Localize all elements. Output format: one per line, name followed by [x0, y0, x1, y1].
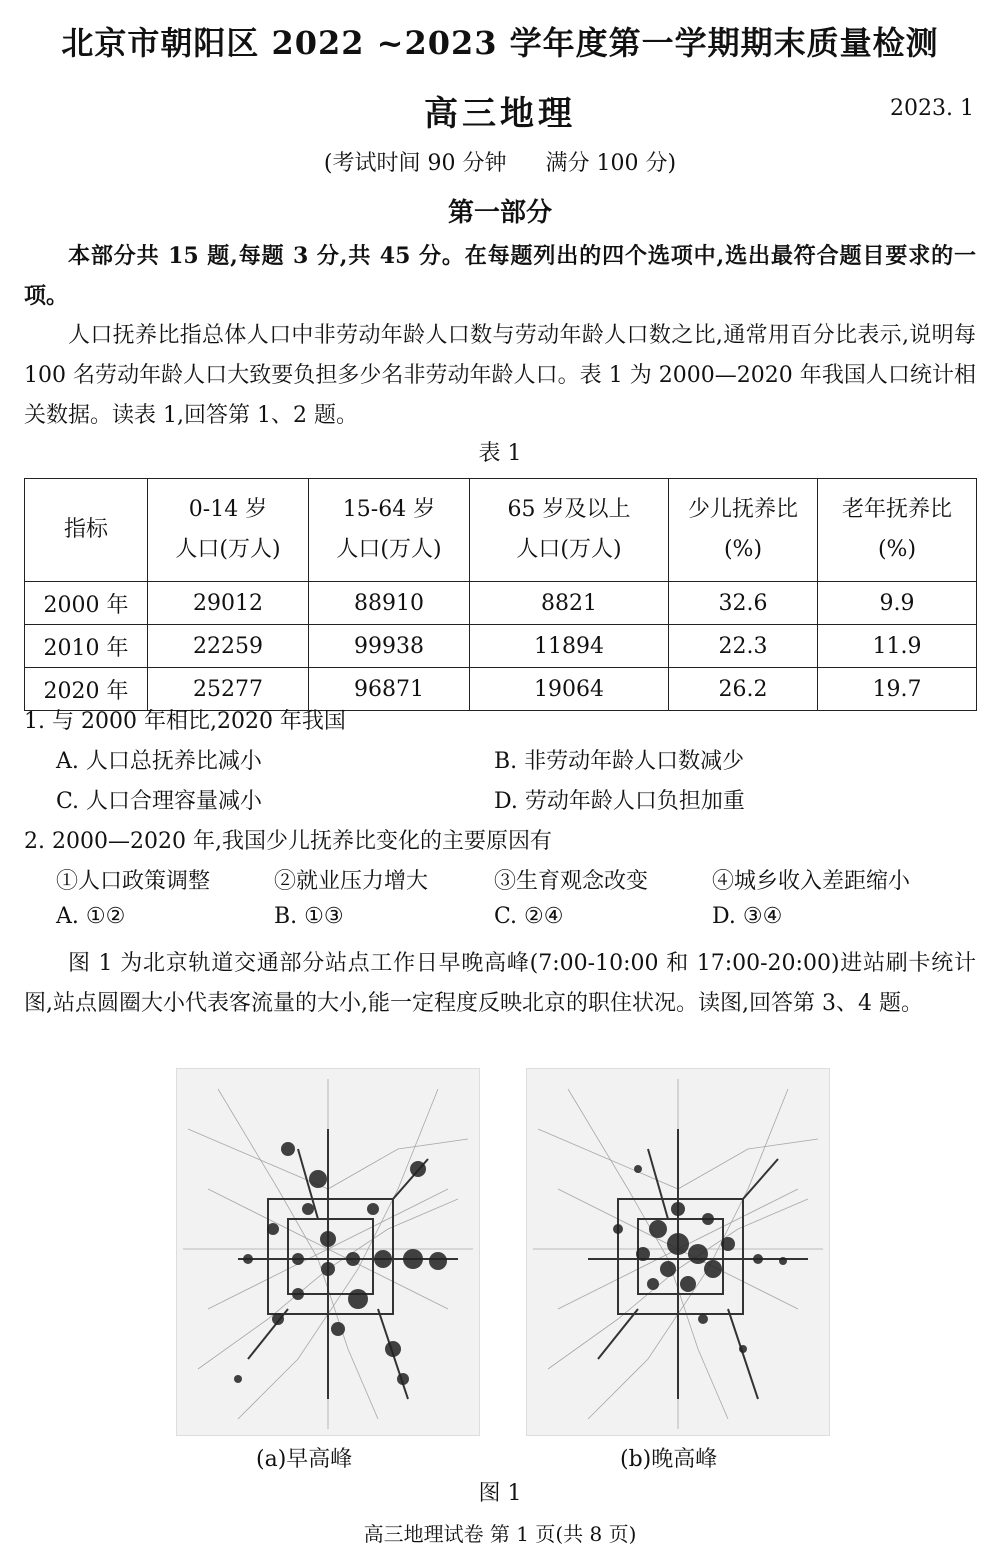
header-elderly-dependency: 老年抚养比 (%)	[818, 479, 977, 582]
table-cell: 22259	[148, 625, 309, 668]
table-cell: 96871	[309, 668, 470, 711]
page-footer: 高三地理试卷 第 1 页(共 8 页)	[363, 1522, 637, 1546]
question-2-option-d: D. ③④	[712, 904, 783, 929]
question-2-stem: 2. 2000—2020 年,我国少儿抚养比变化的主要原因有	[24, 829, 552, 854]
table-row	[25, 582, 977, 625]
table-cell: 22.3	[669, 625, 818, 668]
header-age-15-64: 15-64 岁 人口(万人)	[309, 479, 470, 582]
exam-time: (考试时间 90 分钟	[323, 151, 507, 176]
header-indicator: 指标	[25, 479, 148, 582]
evening-peak-map-graphic	[527, 1069, 829, 1435]
table-cell: 11894	[470, 625, 669, 668]
table-cell: 9.9	[818, 582, 977, 625]
full-score: 满分 100 分)	[545, 151, 677, 176]
question-2-option-c: C. ②④	[494, 904, 564, 929]
table-cell: 2020 年	[25, 668, 148, 711]
table-cell: 19064	[470, 668, 669, 711]
question-2-item-3: ③生育观念改变	[494, 869, 649, 894]
header-age-0-14: 0-14 岁 人口(万人)	[148, 479, 309, 582]
population-table	[24, 478, 977, 711]
exam-title: 北京市朝阳区 2022 ~2023 学年度第一学期期末质量检测	[61, 24, 939, 62]
subject-title: 高三地理	[424, 94, 576, 134]
header-age-65-plus: 65 岁及以上 人口(万人)	[470, 479, 669, 582]
question-1-option-c: C. 人口合理容量减小	[56, 789, 263, 814]
map-morning-peak	[176, 1068, 480, 1436]
table-cell: 99938	[309, 625, 470, 668]
passage-2: 图 1 为北京轨道交通部分站点工作日早晚高峰(7:00-10:00 和 17:00-20:00)进站刷卡统计图,站点圆圈大小代表客流量的大小,能一定程度反映北京的职住状况。读图,回答第 3、4 题。	[24, 951, 976, 1016]
table-caption: 表 1	[478, 441, 522, 466]
header-child-dependency: 少儿抚养比 (%)	[669, 479, 818, 582]
passage-1: 人口抚养比指总体人口中非劳动年龄人口数与劳动年龄人口数之比,通常用百分比表示,说明每 100 名劳动年龄人口大致要负担多少名非劳动年龄人口。表 1 为 2000—2020 年我国人口统计相关数据。读表 1,回答第 1、2 题。	[24, 323, 976, 428]
table-cell: 25277	[148, 668, 309, 711]
table-cell: 19.7	[818, 668, 977, 711]
table-cell: 32.6	[669, 582, 818, 625]
question-2-item-4: ④城乡收入差距缩小	[712, 869, 911, 894]
figure-caption-b: (b)晚高峰	[620, 1447, 718, 1472]
map-evening-peak	[526, 1068, 830, 1436]
table-cell: 8821	[470, 582, 669, 625]
table-cell: 2000 年	[25, 582, 148, 625]
part-instructions: 本部分共 15 题,每题 3 分,共 45 分。在每题列出的四个选项中,选出最符合题目要求的一项。	[24, 243, 976, 309]
question-1-option-b: B. 非劳动年龄人口数减少	[494, 749, 745, 774]
exam-date: 2023. 1	[890, 96, 974, 121]
question-2-item-2: ②就业压力增大	[274, 869, 429, 894]
question-2-option-b: B. ①③	[274, 904, 344, 929]
figure-caption: 图 1	[478, 1481, 522, 1506]
table-cell: 88910	[309, 582, 470, 625]
figure-caption-a: (a)早高峰	[256, 1447, 353, 1472]
question-1-option-a: A. 人口总抚养比减小	[56, 749, 262, 774]
table-cell: 29012	[148, 582, 309, 625]
part-heading: 第一部分	[447, 198, 552, 228]
question-2-option-a: A. ①②	[56, 904, 126, 929]
question-1-option-d: D. 劳动年龄人口负担加重	[494, 789, 745, 814]
table-cell: 26.2	[669, 668, 818, 711]
table-cell: 11.9	[818, 625, 977, 668]
table-cell: 2010 年	[25, 625, 148, 668]
table-row	[25, 625, 977, 668]
question-2-item-1: ①人口政策调整	[56, 869, 211, 894]
exam-meta	[0, 146, 1000, 177]
question-1-stem: 1. 与 2000 年相比,2020 年我国	[24, 709, 346, 734]
table-header-row	[25, 479, 977, 582]
morning-peak-map-graphic	[177, 1069, 479, 1435]
